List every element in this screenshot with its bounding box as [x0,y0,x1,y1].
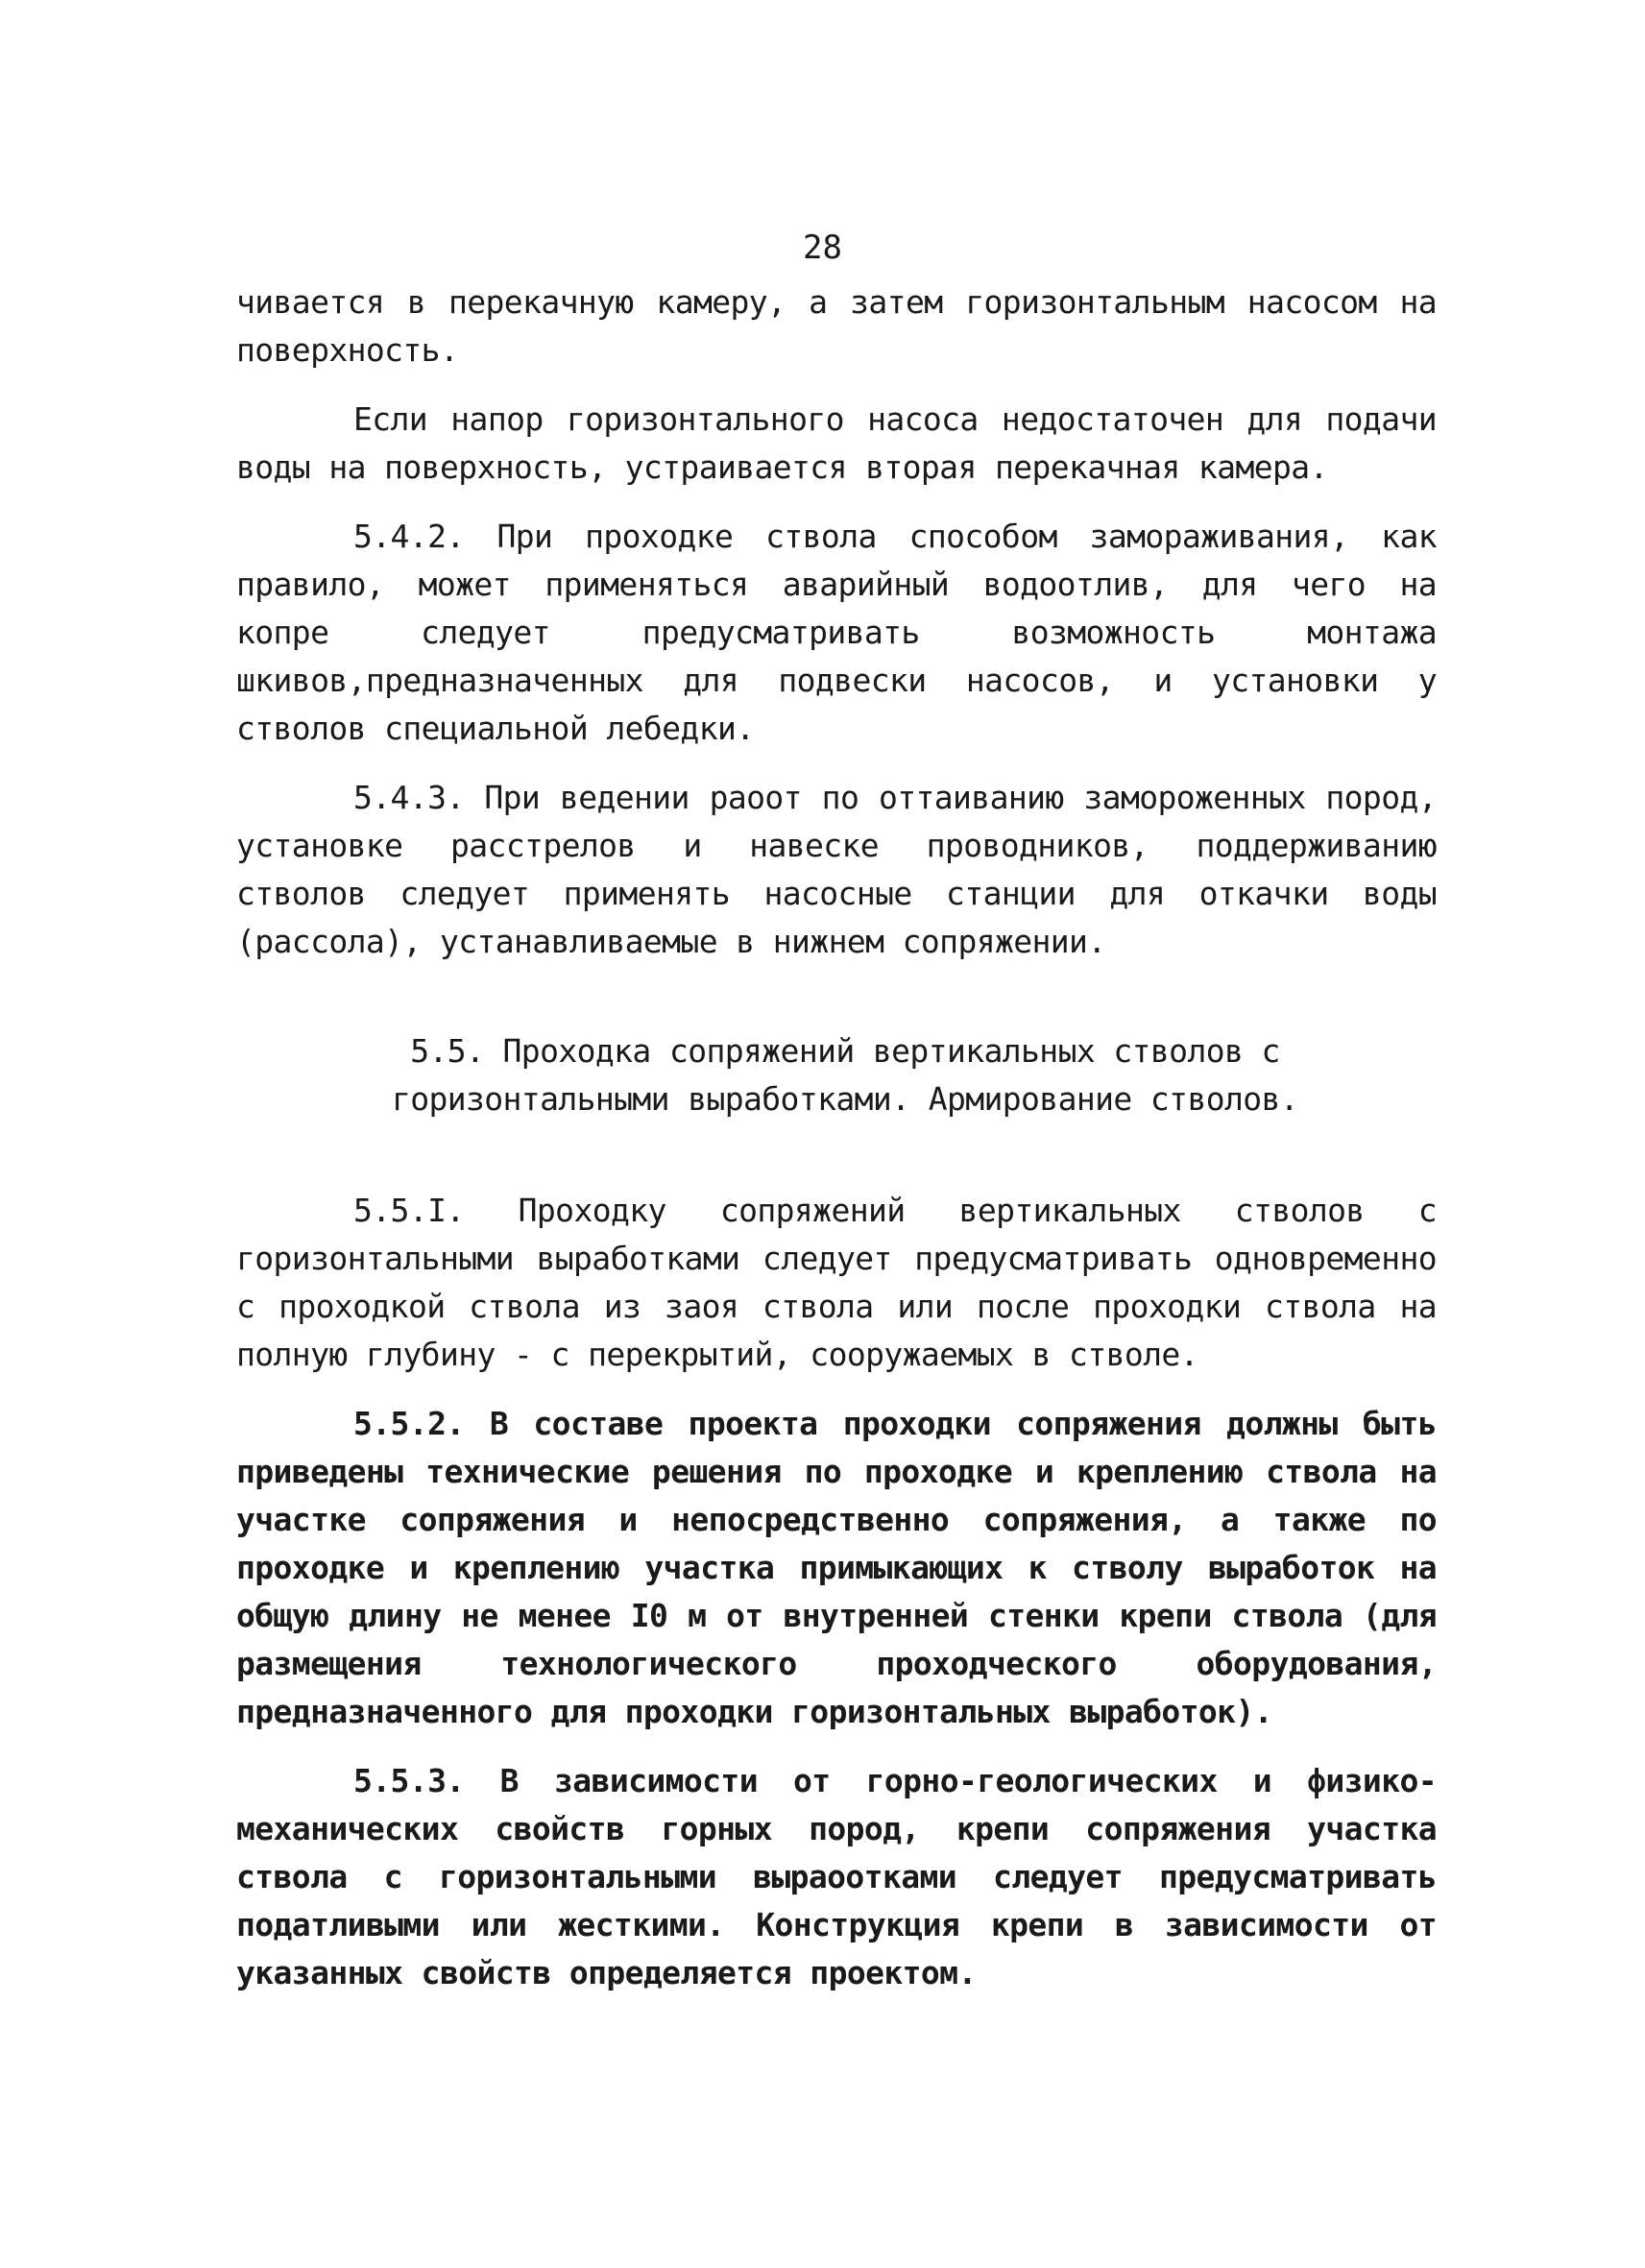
body-text-bottom [236,1187,1437,1997]
paragraph-5-4-2: 5.4.2. При проходке ствола способом замораживания, как правило, может применяться аварийный водоотлив, для чего на копре следует предусматривать возможность монтажа шкивов,предназначенных для подвески насосов, и установки у стволов специальной лебедки. [236,518,1437,747]
page-number: 28 [803,229,842,267]
section-heading-5-5: 5.5. Проходка сопряжений вертикальных стволов с горизонтальными выработками. Армирование стволов. [391,1032,1299,1118]
paragraph-pump-head: Если напор горизонтального насоса недостаточен для подачи воды на поверхность, устраивается вторая перекачная камера. [236,400,1437,486]
paragraph-continuation: чивается в перекачную камеру, а затем горизонтальным насосом на поверхность. [236,283,1437,369]
paragraph-5-5-3: 5.5.3. В зависимости от горно-геологических и физико-механических свойств горных пород, крепи сопряжения участка ствола с горизонтальными выраоотками следует предусматривать податливыми или жесткими. Конструкция крепи в зависимости от указанных свойств определяется проектом. [236,1762,1437,1991]
paragraph-5-5-2: 5.5.2. В составе проекта проходки сопряжения должны быть приведены технические решения по проходке и креплению ствола на участке сопряжения и непосредственно сопряжения, а также по проходке и креплению участка примыкающих к стволу выработок на общую длину не менее I0 м от внутренней стенки крепи ствола (для размещения технологического проходческого оборудования, предназначенного для проходки горизонтальных выработок). [236,1405,1437,1730]
paragraph-5-5-1: 5.5.I. Проходку сопряжений вертикальных стволов с горизонтальными выработками следует предусматривать одновременно с проходкой ствола из заоя ствола или после проходки ствола на полную глубину - с перекрытий, сооружаемых в стволе. [236,1192,1437,1373]
paragraph-5-4-3: 5.4.3. При ведении раоот по оттаиванию замороженных пород, установке расстрелов и навеске проводников, поддерживанию стволов следует применять насосные станции для откачки воды (рассола), устанавливаемые в нижнем сопряжении. [236,779,1437,960]
body-text-top [236,278,1437,966]
